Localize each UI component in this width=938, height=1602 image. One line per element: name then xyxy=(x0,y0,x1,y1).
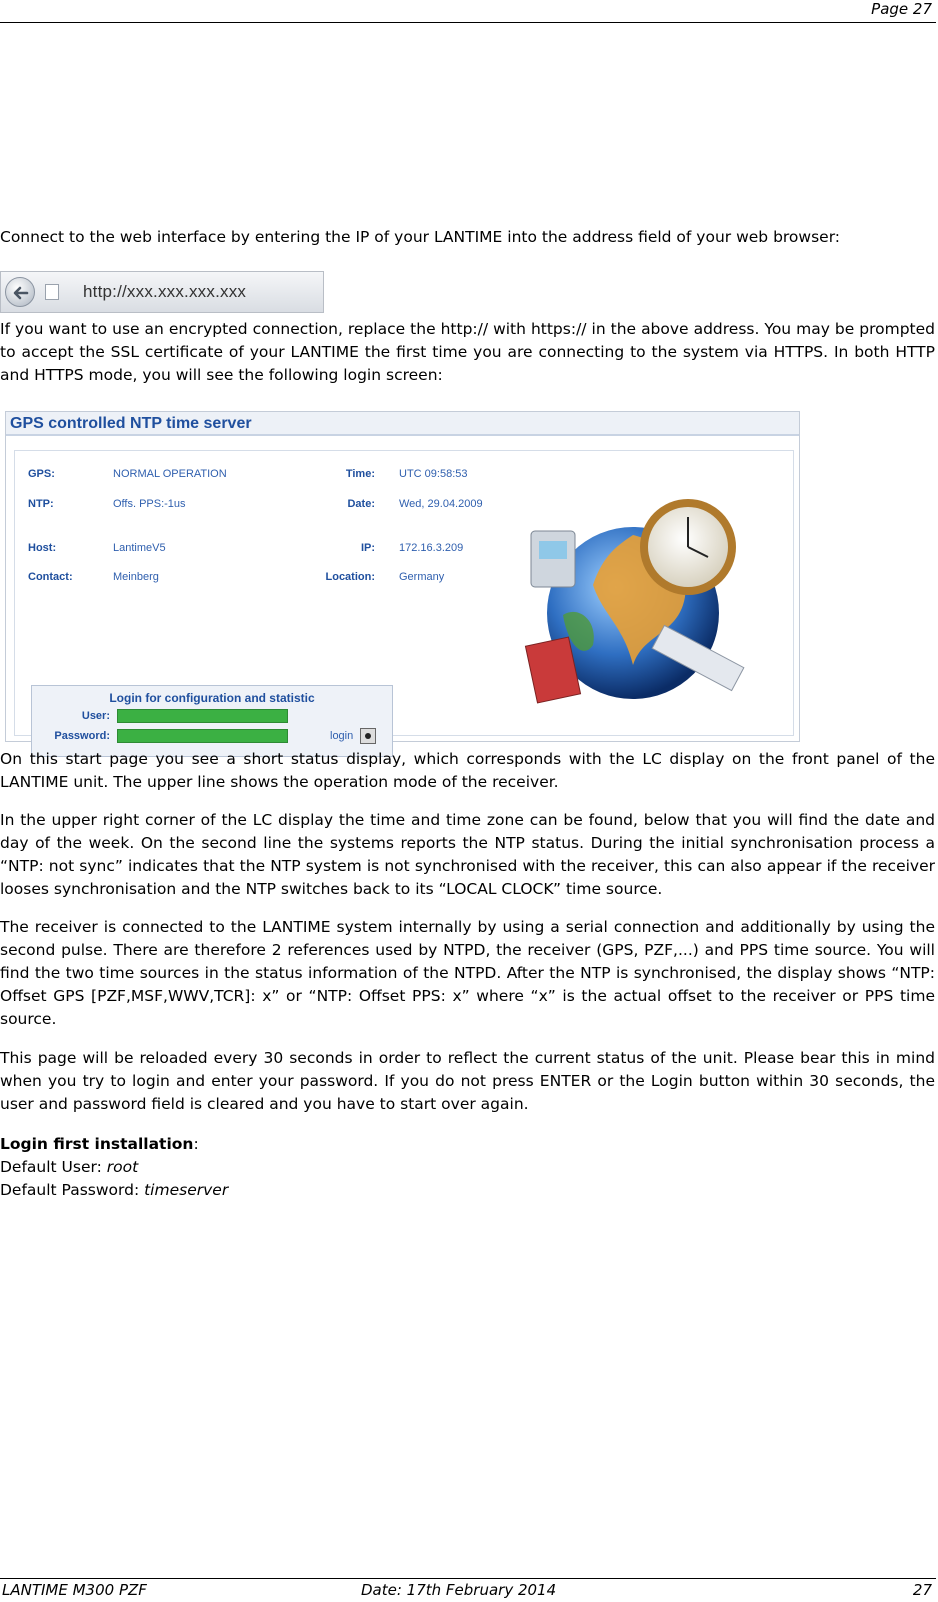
status-panel xyxy=(14,450,794,742)
page-icon xyxy=(45,284,59,300)
user-input[interactable] xyxy=(117,709,288,723)
host-value: LantimeV5 xyxy=(113,542,166,554)
intro-paragraph: Connect to the web interface by entering the IP of your LANTIME into the address field of your web browser: xyxy=(0,228,841,246)
reload-paragraph: This page will be reloaded every 30 seconds in order to reflect the current status of the unit. Please bear this in mind when you try to login and enter your password. If you do not press ENTER or the Login button within 30 seconds, the user and password field is cleared and you have to start over again. xyxy=(0,1049,935,1113)
page-header xyxy=(0,0,936,23)
login-title: Login for configuration and statistic xyxy=(109,691,315,705)
ntp-value: Offs. PPS:-1us xyxy=(113,498,186,510)
location-label: Location: xyxy=(325,571,375,583)
location-value: Germany xyxy=(399,571,445,583)
contact-label: Contact: xyxy=(28,571,73,583)
login-screen-screenshot xyxy=(5,411,800,742)
ip-value: 172.16.3.209 xyxy=(399,542,464,554)
ntp-label: NTP: xyxy=(28,498,54,510)
host-label: Host: xyxy=(28,542,57,554)
footer-date: Date: 17th February 2014 xyxy=(361,1581,557,1599)
status-paragraph: On this start page you see a short status display, which corresponds with the LC display on the front panel of the LANTIME unit. The upper line shows the operation mode of the receiver. xyxy=(0,750,935,791)
back-button[interactable] xyxy=(5,277,35,307)
gps-label: GPS: xyxy=(28,468,55,480)
login-box xyxy=(31,685,393,757)
back-arrow-icon xyxy=(11,283,31,303)
default-user-line: Default User: root xyxy=(0,1158,139,1176)
date-value: Wed, 29.04.2009 xyxy=(399,498,483,510)
login-text: login xyxy=(330,730,354,742)
default-user: root xyxy=(106,1158,139,1176)
page-footer xyxy=(0,1578,936,1602)
globe-clock-illustration xyxy=(523,495,753,705)
time-label: Time: xyxy=(345,468,375,480)
password-input[interactable] xyxy=(117,729,288,743)
time-value: UTC 09:58:53 xyxy=(399,468,468,480)
address-url[interactable]: http://xxx.xxx.xxx.xxx xyxy=(83,282,247,301)
ip-label: IP: xyxy=(360,542,375,554)
page-label: Page 27 xyxy=(871,0,932,18)
login-first-section xyxy=(0,1133,935,1202)
default-password-line: Default Password: timeserver xyxy=(0,1181,229,1199)
login-first-heading: Login first installation xyxy=(0,1135,194,1153)
user-label: User: xyxy=(81,710,110,722)
receiver-paragraph: The receiver is connected to the LANTIME system internally by using a serial connection and additionally by using the second pulse. There are therefore 2 references used by NTPD, the receiver (GPS, PZF,...) and PPS time source. You will find the two time sources in the status information of the NTPD. After the NTP is synchronised, the display shows “NTP: Offset GPS [PZF,MSF,WWV,TCR]: x” or “NTP: Offset PPS: x” where “x” is the actual offset to the receiver or PPS time source. xyxy=(0,918,935,1028)
date-label: Date: xyxy=(347,498,375,510)
browser-address-bar[interactable] xyxy=(0,271,324,313)
password-label: Password: xyxy=(54,730,110,742)
https-paragraph: If you want to use an encrypted connection, replace the http:// with https:// in the above address. You may be prompted to accept the SSL certificate of your LANTIME the first time you are connecting to the system via HTTPS. In both HTTP and HTTPS mode, you will see the following login screen: xyxy=(0,320,935,384)
gps-value: NORMAL OPERATION xyxy=(113,468,227,480)
screen-title: GPS controlled NTP time server xyxy=(6,412,799,436)
corner-paragraph: In the upper right corner of the LC display the time and time zone can be found, below that you will find the date and day of the week. On the second line the systems reports the NTP status. During the initial synchronisation process a “NTP: not sync” indicates that the NTP system is not synchronised with the receiver, this can also appear if the receiver looses synchronisation and the NTP switches back to its “LOCAL CLOCK” time source. xyxy=(0,811,935,898)
contact-value: Meinberg xyxy=(113,571,159,583)
footer-product: LANTIME M300 PZF xyxy=(2,1581,147,1599)
login-button[interactable] xyxy=(360,728,376,744)
footer-page-number: 27 xyxy=(912,1581,932,1599)
default-password: timeserver xyxy=(144,1181,229,1199)
login-first-heading-line: Login first installation: xyxy=(0,1135,199,1153)
